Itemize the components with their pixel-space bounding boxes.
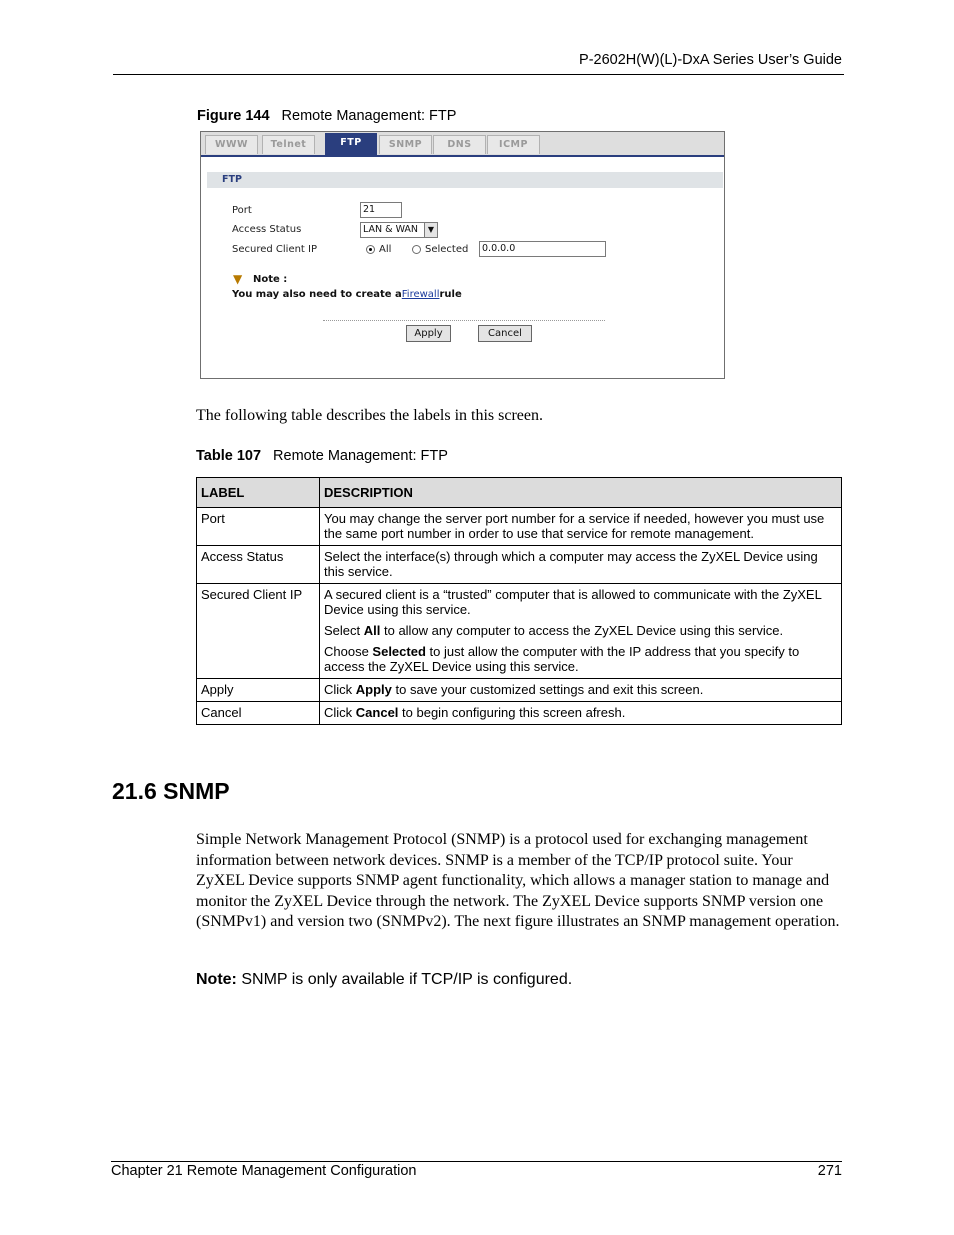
row-label: Access Status	[197, 546, 320, 584]
intro-text: The following table describes the labels in this screen.	[196, 407, 544, 424]
label-description-table	[196, 477, 842, 725]
tab-telnet[interactable]: Telnet	[262, 135, 315, 154]
footer-rule	[111, 1161, 842, 1162]
desc-bold: All	[363, 623, 381, 638]
table-caption	[196, 448, 448, 464]
radio-all-label: All	[379, 244, 392, 255]
row-label: Apply	[197, 679, 320, 702]
table-number: Table 107	[196, 448, 262, 464]
table-row	[197, 679, 842, 702]
radio-selected-label: Selected	[425, 244, 469, 255]
row-description: Select the interface(s) through which a computer may access the ZyXEL Device using this service.	[320, 546, 842, 584]
row-label: Cancel	[197, 702, 320, 725]
divider	[323, 320, 605, 321]
table-row	[197, 702, 842, 725]
radio-selected[interactable]	[412, 245, 421, 254]
port-label: Port	[232, 205, 252, 216]
table-row	[197, 584, 842, 679]
desc-bold: Cancel	[355, 705, 399, 720]
header-rule	[113, 74, 844, 75]
desc-bold: Selected	[372, 644, 426, 659]
figure-title: Remote Management: FTP	[281, 108, 457, 124]
chevron-down-icon[interactable]: ▼	[424, 223, 437, 237]
ip-address-input[interactable]: 0.0.0.0	[479, 241, 606, 257]
access-status-value: LAN & WAN	[363, 224, 419, 235]
desc-text: Select	[324, 623, 364, 638]
table-row	[197, 546, 842, 584]
note-prefix: You may also need to create a	[232, 289, 402, 300]
desc-paragraph: A secured client is a “trusted” computer that is allowed to communicate with the ZyXEL Device using this service.	[324, 587, 822, 617]
row-description: You may change the server port number for a service if needed, however you must use the same port number in order to use that service for remote management.	[320, 508, 842, 546]
desc-text: Click	[324, 682, 356, 697]
note-label: Note:	[196, 971, 237, 988]
secured-client-ip-label: Secured Client IP	[232, 244, 318, 255]
access-status-select[interactable]	[360, 222, 438, 238]
tab-snmp[interactable]: SNMP	[379, 135, 432, 154]
figure-number: Figure 144	[197, 108, 270, 124]
note-title: Note :	[253, 274, 288, 285]
row-label: Port	[197, 508, 320, 546]
section-heading: 21.6 SNMP	[112, 778, 230, 804]
note-body: SNMP is only available if TCP/IP is configured.	[236, 971, 573, 988]
running-header: P-2602H(W)(L)-DxA Series User’s Guide	[579, 52, 842, 68]
desc-text: to allow any computer to access the ZyXEL Device using this service.	[380, 623, 784, 638]
cancel-button[interactable]: Cancel	[478, 325, 532, 342]
row-description	[320, 584, 842, 679]
desc-text: to just allow the computer with the IP address that you specify to access the ZyXEL Device using this service.	[324, 644, 800, 674]
tab-bar	[201, 132, 724, 157]
figure-caption	[197, 108, 456, 124]
tab-ftp[interactable]: FTP	[325, 133, 377, 155]
desc-paragraph	[324, 623, 837, 638]
port-input[interactable]: 21	[360, 202, 402, 218]
row-description	[320, 702, 842, 725]
apply-button[interactable]: Apply	[406, 325, 451, 342]
header-label: LABEL	[197, 478, 320, 508]
desc-text: to save your customized settings and exit this screen.	[391, 682, 704, 697]
radio-all[interactable]	[366, 245, 375, 254]
row-label: Secured Client IP	[197, 584, 320, 679]
note-line	[196, 971, 572, 989]
note-icon: ▼	[233, 272, 243, 286]
tab-dns[interactable]: DNS	[433, 135, 486, 154]
tab-www[interactable]: WWW	[205, 135, 258, 154]
desc-text: to begin configuring this screen afresh.	[398, 705, 626, 720]
desc-bold: Apply	[355, 682, 392, 697]
table-row	[197, 508, 842, 546]
desc-paragraph	[324, 644, 837, 674]
note-suffix: rule	[439, 289, 462, 300]
table-title: Remote Management: FTP	[273, 448, 448, 464]
note-text	[232, 289, 462, 300]
table-header-row	[197, 478, 842, 508]
section-paragraph: Simple Network Management Protocol (SNMP) is a protocol used for exchanging management information between network devices. SNMP is a member of the TCP/IP protocol suite. Your ZyXEL Device supports SNMP agent functionality, which allows a manager station to manage and monitor the ZyXEL Device through the network. The ZyXEL Device supports SNMP version one (SNMPv1) and version two (SNMPv2). The next figure illustrates an SNMP management operation.	[196, 831, 840, 930]
desc-text: Choose	[324, 644, 373, 659]
footer-chapter: Chapter 21 Remote Management Configuration	[111, 1163, 417, 1179]
firewall-link[interactable]: Firewall	[401, 289, 440, 300]
desc-text: Click	[324, 705, 356, 720]
access-status-label: Access Status	[232, 224, 302, 235]
ftp-screenshot	[200, 131, 725, 379]
panel-title: FTP	[207, 172, 723, 188]
row-description	[320, 679, 842, 702]
header-description: DESCRIPTION	[320, 478, 842, 508]
page-number: 271	[817, 1163, 842, 1179]
tab-icmp[interactable]: ICMP	[487, 135, 540, 154]
